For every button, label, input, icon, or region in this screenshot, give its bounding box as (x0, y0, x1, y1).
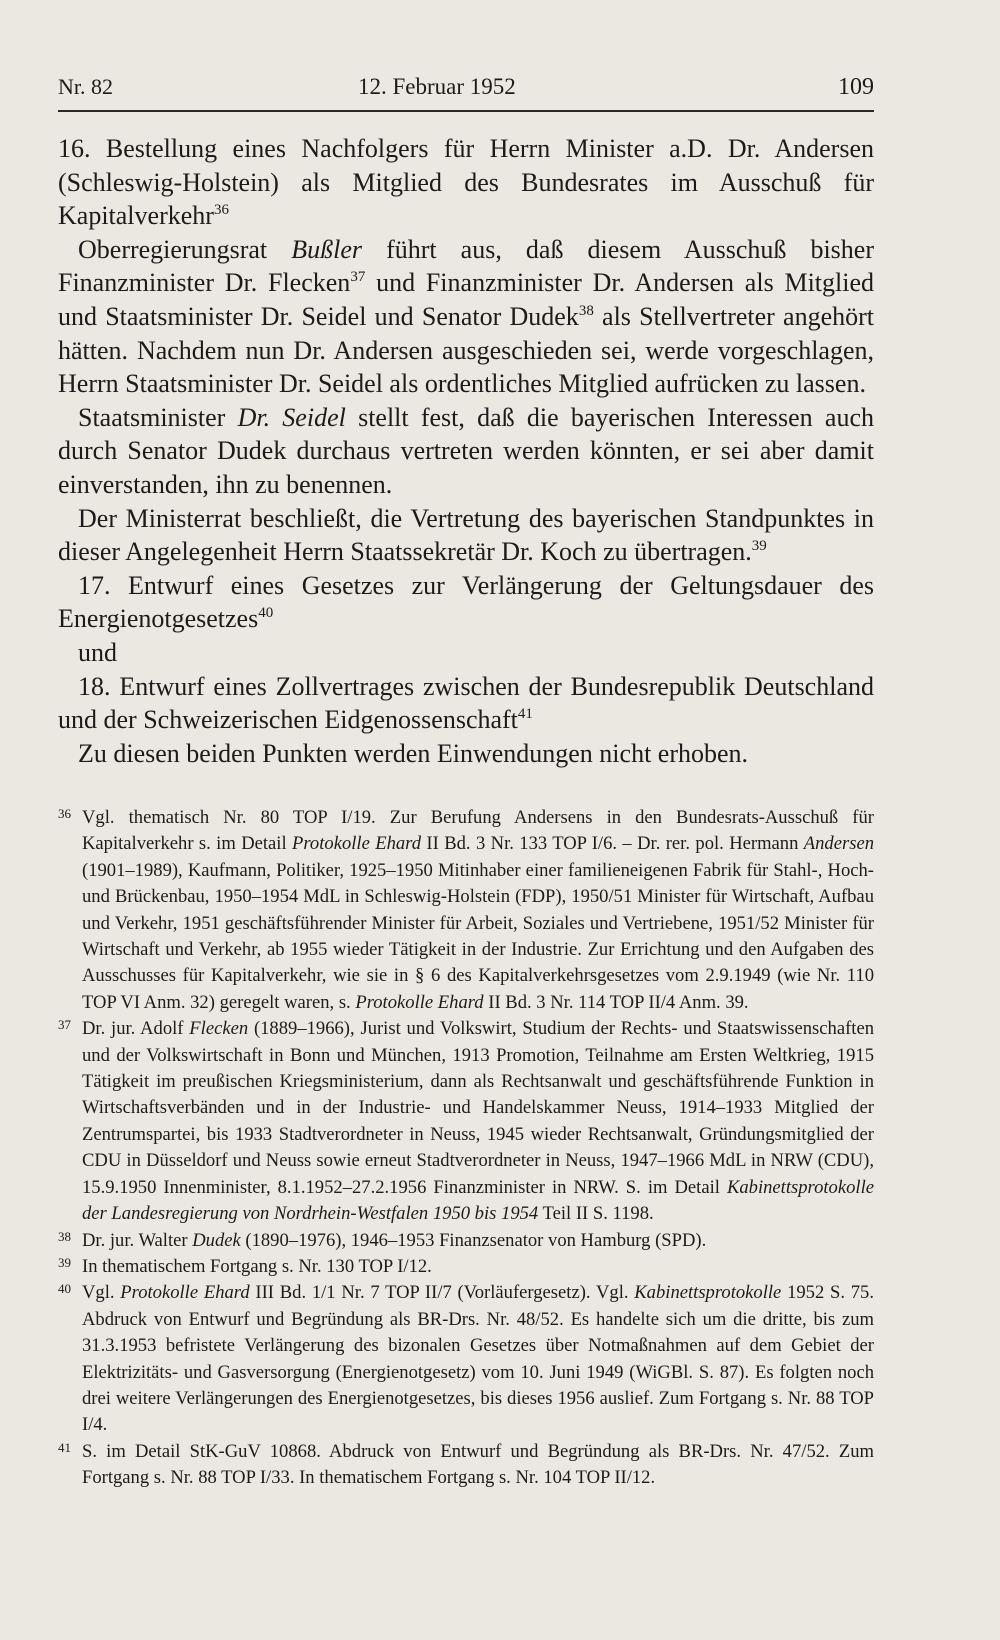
footnote-36: 36 Vgl. thematisch Nr. 80 TOP I/19. Zur Berufung Andersens in den Bundesrats-Ausschuß für Kapitalverkehr s. im Detail Protokolle Ehard II Bd. 3 Nr. 133 TOP I/6. – Dr. rer. pol. Hermann Andersen (1901–1989), Kaufmann, Politiker, 1925–1950 Mitinhaber einer familieneigenen Fabrik für Stahl-, Hoch- und Brückenbau, 1950–1954 MdL in Schleswig-Holstein (FDP), 1950/51 Minister für Wirtschaft, Aufbau und Verkehr, 1951 geschäftsführender Minister für Arbeit, Soziales und Vertriebene, 1951/52 Minister für Wirtschaft und Verkehr, ab 1955 wieder Tätigkeit in der Industrie. Zur Errichtung und den Aufgaben des Ausschusses für Kapitalverkehr, wie sie in § 6 des Kapitalverkehrsgesetzes vom 2.9.1949 (wie Nr. 110 TOP VI Anm. 32) geregelt waren, s. Protokolle Ehard II Bd. 3 Nr. 114 TOP II/4 Anm. 39. (58, 805, 874, 1016)
meeting-date: 12. Februar 1952 (358, 74, 516, 99)
footnote-ref-37[interactable]: 37 (350, 269, 366, 286)
speaker-name: Dr. Seidel (237, 402, 346, 432)
footnote-37: 37 Dr. jur. Adolf Flecken (1889–1966), Jurist und Volkswirt, Studium der Rechts- und Staatswissenschaften und der Volkswirtschaft in Bonn und München, 1913 Promotion, Teilnahme am Ersten Weltkrieg, 1915 Tätigkeit im preußischen Kriegsministerium, dann als Rechtsanwalt und geschäftsführende Funktion in Wirtschaftsverbänden und in der Industrie- und Handelskammer Neuss, 1914–1933 Mitglied der Zentrumspartei, bis 1933 Stadtverordneter in Neuss, 1945 wieder Rechtsanwalt, Gründungsmitglied der CDU in Düsseldorf und Neuss sowie erneut Stadtverordneter in Neuss, 1947–1966 MdL in NRW (CDU), 15.9.1950 Innenminister, 8.1.1952–27.2.1956 Finanzminister in NRW. S. im Detail Kabinettsprotokolle der Landesregierung von Nordrhein-Westfalen 1950 bis 1954 Teil II S. 1198. (58, 1016, 874, 1227)
agenda-item-18: 18. Entwurf eines Zollvertrages zwischen der Bundesrepublik Deutschland und der Schweizerischen Eidgenossenschaft$^{41}$ (58, 671, 874, 735)
footnotes (58, 805, 874, 1492)
footnote-40: 40 Vgl. Protokolle Ehard III Bd. 1/1 Nr. 7 TOP II/7 (Vorläufergesetz). Vgl. Kabinettsprotokolle 1952 S. 75. Abdruck von Entwurf und Begründung als BR-Drs. Nr. 48/52. Es handelte sich um die dritte, bis zum 31.3.1953 befristete Verlängerung des bizonalen Gesetzes über Notmaßnahmen auf dem Gebiet der Elektrizitäts- und Gasversorgung (Energienotgesetz) vom 10. Juni 1949 (WiGBl. S. 87). Es folgten noch drei weitere Verlängerungen des Energienotgesetzes, bis dieses 1956 auslief. Zum Fortgang s. Nr. 88 TOP I/4. (58, 1280, 874, 1438)
footnote-ref-38[interactable]: 38 (578, 302, 594, 319)
footnote-number: 39 (58, 1254, 71, 1270)
running-header (58, 70, 874, 112)
footnote-number: 40 (58, 1281, 71, 1297)
footnote-ref-36[interactable]: 36 (213, 202, 229, 219)
paragraph-bussler: Oberregierungsrat Bußler führt aus, daß diesem Ausschuß bisher Finanzminister Dr. Flecken$^{37}$ und Finanzminister Dr. Andersen als Mitglied und Staatsminister Dr. Seidel und Senator Dudek$^{38}$ als Stellvertreter angehört hätten. Nachdem nun Dr. Andersen ausgeschieden sei, werde vorgeschlagen, Herrn Staatsminister Dr. Seidel als ordentliches Mitglied aufrücken zu lassen. (58, 234, 875, 399)
speaker-name: Bußler (291, 234, 362, 264)
page-number: 109 (838, 74, 874, 100)
footnote-ref-39[interactable]: 39 (751, 538, 767, 555)
footnote-number: 37 (58, 1017, 71, 1033)
paragraph-seidel: Staatsminister Dr. Seidel stellt fest, daß die bayerischen Interessen auch durch Senator Dudek durchaus vertreten werden könnten, er sei aber damit einverstanden, ihn zu benennen. (58, 402, 874, 499)
paragraph-resolution: Der Ministerrat beschließt, die Vertretung des bayerischen Standpunktes in dieser Angelegenheit Herrn Staatssekretär Dr. Koch zu übertragen.$^{39}$ (58, 503, 874, 567)
footnote-39: 39 In thematischem Fortgang s. Nr. 130 TOP I/12. (58, 1254, 874, 1280)
footnote-ref-40[interactable]: 40 (258, 605, 274, 622)
footnote-38: 38 Dr. jur. Walter Dudek (1890–1976), 1946–1953 Finanzsenator von Hamburg (SPD). (58, 1228, 874, 1254)
paragraph-no-objections: Zu diesen beiden Punkten werden Einwendungen nicht erhoben. (78, 738, 749, 768)
agenda-item-17: 17. Entwurf eines Gesetzes zur Verlängerung der Geltungsdauer des Energienotgesetzes$^{40}$ (58, 570, 874, 634)
footnote-ref-41[interactable]: 41 (517, 706, 533, 723)
document-number: Nr. 82 (58, 74, 113, 99)
footnote-number: 38 (58, 1228, 71, 1244)
footnote-number: 36 (58, 806, 71, 821)
footnote-number: 41 (58, 1439, 71, 1455)
main-text (58, 132, 874, 770)
footnote-41: 41 S. im Detail StK-GuV 10868. Abdruck von Entwurf und Begründung als BR-Drs. Nr. 47/52. Zum Fortgang s. Nr. 88 TOP I/33. In thematischem Fortgang s. Nr. 104 TOP II/12. (58, 1439, 874, 1492)
agenda-item-16: 16. Bestellung eines Nachfolgers für Herrn Minister a.D. Dr. Andersen (Schleswig-Holstein) als Mitglied des Bundesrates im Ausschuß für Kapitalverkehr$^{36}$ (58, 134, 874, 231)
conjunction-und: und (78, 637, 117, 667)
